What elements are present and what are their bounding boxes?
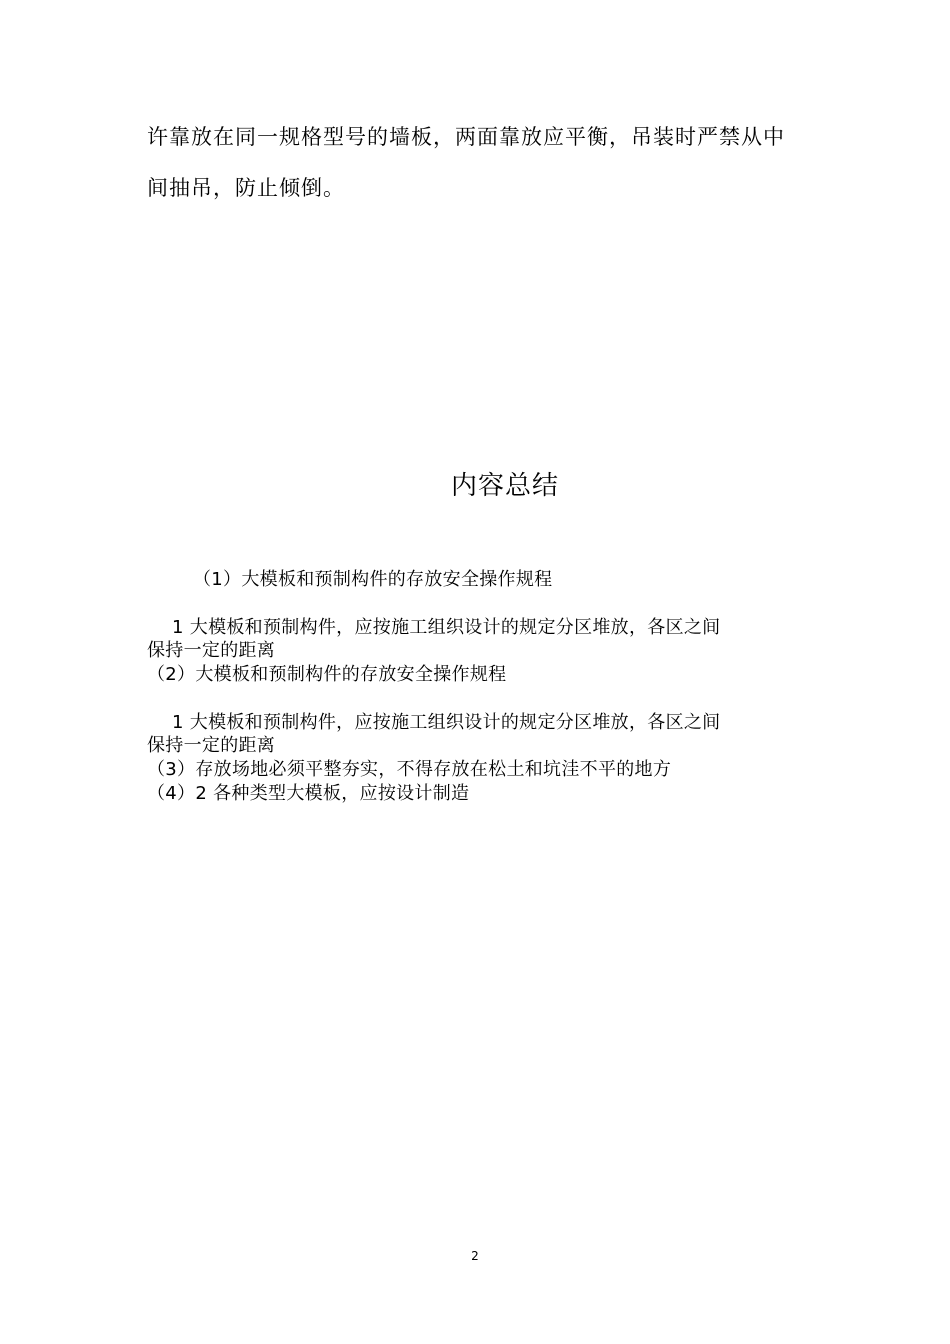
summary-item: 保持一定的距离	[147, 735, 276, 756]
summary-item: （2）大模板和预制构件的存放安全操作规程	[147, 664, 507, 685]
summary-item: 保持一定的距离	[147, 640, 276, 661]
page-number: 2	[471, 1249, 479, 1263]
summary-item: 1 大模板和预制构件，应按施工组织设计的规定分区堆放，各区之间	[172, 617, 721, 638]
summary-item: （3）存放场地必须平整夯实，不得存放在松土和坑洼不平的地方	[147, 759, 672, 780]
summary-item: （1）大模板和预制构件的存放安全操作规程	[193, 569, 553, 590]
body-text-line: 间抽吊，防止倾倒。	[147, 176, 345, 200]
body-text-line: 许靠放在同一规格型号的墙板，两面靠放应平衡，吊装时严禁从中	[147, 125, 785, 149]
summary-title: 内容总结	[450, 471, 559, 501]
summary-item: （4）2 各种类型大模板，应按设计制造	[147, 783, 470, 804]
summary-item: 1 大模板和预制构件，应按施工组织设计的规定分区堆放，各区之间	[172, 712, 721, 733]
